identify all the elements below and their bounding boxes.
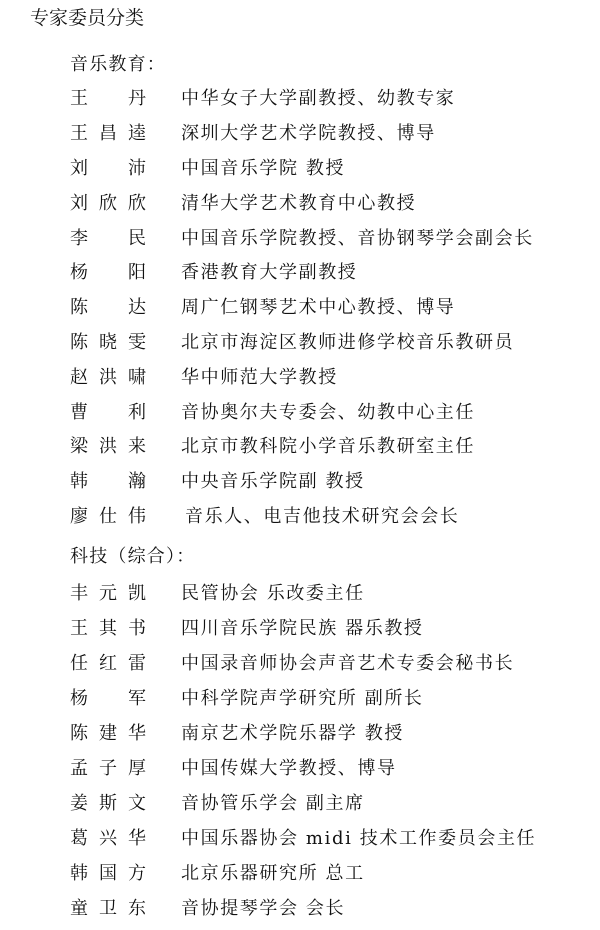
member-row <box>70 889 590 924</box>
member-name: 陈建华 <box>70 722 157 744</box>
member-title: 北京市教科院小学音乐教研室主任 <box>181 436 475 458</box>
member-row <box>70 749 590 784</box>
member-name: 廖仕伟 <box>70 505 157 527</box>
member-row <box>70 184 590 219</box>
member-row <box>70 324 590 359</box>
member-title: 南京艺术学院乐器学 教授 <box>181 722 404 744</box>
member-row <box>70 819 590 854</box>
member-name: 杨 阳 <box>70 262 157 284</box>
member-title: 音协管乐学会 副主席 <box>181 792 365 814</box>
section-technology <box>70 540 590 924</box>
member-name: 王 丹 <box>70 88 157 110</box>
member-title: 中国音乐学院教授、音协钢琴学会副会长 <box>181 227 534 249</box>
member-title: 音协奥尔夫专委会、幼教中心主任 <box>181 401 475 423</box>
member-row <box>70 784 590 819</box>
member-name: 韩 瀚 <box>70 471 157 493</box>
member-name: 任红雷 <box>70 652 157 674</box>
member-title: 音乐人、电吉他技术研究会会长 <box>185 505 460 527</box>
member-name: 丰元凯 <box>70 582 157 604</box>
member-title: 北京市海淀区教师进修学校音乐教研员 <box>181 331 515 353</box>
member-title: 民管协会 乐改委主任 <box>181 582 365 604</box>
member-title: 中国音乐学院 教授 <box>181 157 346 179</box>
member-name: 曹 利 <box>70 401 157 423</box>
member-title: 香港教育大学副教授 <box>181 262 358 284</box>
member-title: 中国传媒大学教授、博导 <box>181 757 397 779</box>
member-row <box>70 463 590 498</box>
member-row <box>70 358 590 393</box>
member-row <box>70 428 590 463</box>
member-title: 中华女子大学副教授、幼教专家 <box>181 88 456 110</box>
member-row <box>70 289 590 324</box>
member-title: 中央音乐学院副 教授 <box>181 471 365 493</box>
member-row <box>70 115 590 150</box>
member-name: 姜斯文 <box>70 792 157 814</box>
member-row <box>70 574 590 609</box>
member-row <box>70 150 590 185</box>
member-name: 杨 军 <box>70 687 157 709</box>
member-name: 李 民 <box>70 227 157 249</box>
document-title: 专家委员分类 <box>30 7 145 29</box>
member-title: 清华大学艺术教育中心教授 <box>181 192 417 214</box>
member-name: 韩国方 <box>70 862 157 884</box>
member-title: 华中师范大学教授 <box>181 366 338 388</box>
member-row <box>70 80 590 115</box>
member-row <box>70 679 590 714</box>
member-row <box>70 393 590 428</box>
section-heading: 音乐教育： <box>70 54 166 75</box>
member-name: 刘欣欣 <box>70 192 157 214</box>
member-row <box>70 254 590 289</box>
member-row <box>70 854 590 889</box>
member-row <box>70 644 590 679</box>
member-name: 刘 沛 <box>70 157 157 179</box>
member-title: 北京乐器研究所 总工 <box>181 862 365 884</box>
member-name: 童卫东 <box>70 897 157 919</box>
member-name: 陈 达 <box>70 297 157 319</box>
member-row <box>70 714 590 749</box>
member-title: 周广仁钢琴艺术中心教授、博导 <box>181 297 456 319</box>
member-name: 陈晓雯 <box>70 331 157 353</box>
member-name: 赵洪啸 <box>70 366 157 388</box>
member-row <box>70 498 590 533</box>
member-name: 王昌逵 <box>70 123 157 145</box>
member-title: 中国乐器协会 midi 技术工作委员会主任 <box>181 827 537 849</box>
member-title: 四川音乐学院民族 器乐教授 <box>181 617 424 639</box>
member-row <box>70 609 590 644</box>
member-row <box>70 219 590 254</box>
member-title: 中国录音师协会声音艺术专委会秘书长 <box>181 652 515 674</box>
member-name: 葛兴华 <box>70 827 157 849</box>
member-title: 中科学院声学研究所 副所长 <box>181 687 424 709</box>
member-name: 梁洪来 <box>70 436 157 458</box>
section-heading: 科技（综合）： <box>70 546 196 567</box>
member-name: 孟子厚 <box>70 757 157 779</box>
member-title: 深圳大学艺术学院教授、博导 <box>181 123 436 145</box>
section-music-education <box>70 49 590 532</box>
member-title: 音协提琴学会 会长 <box>181 897 346 919</box>
member-name: 王其书 <box>70 617 157 639</box>
